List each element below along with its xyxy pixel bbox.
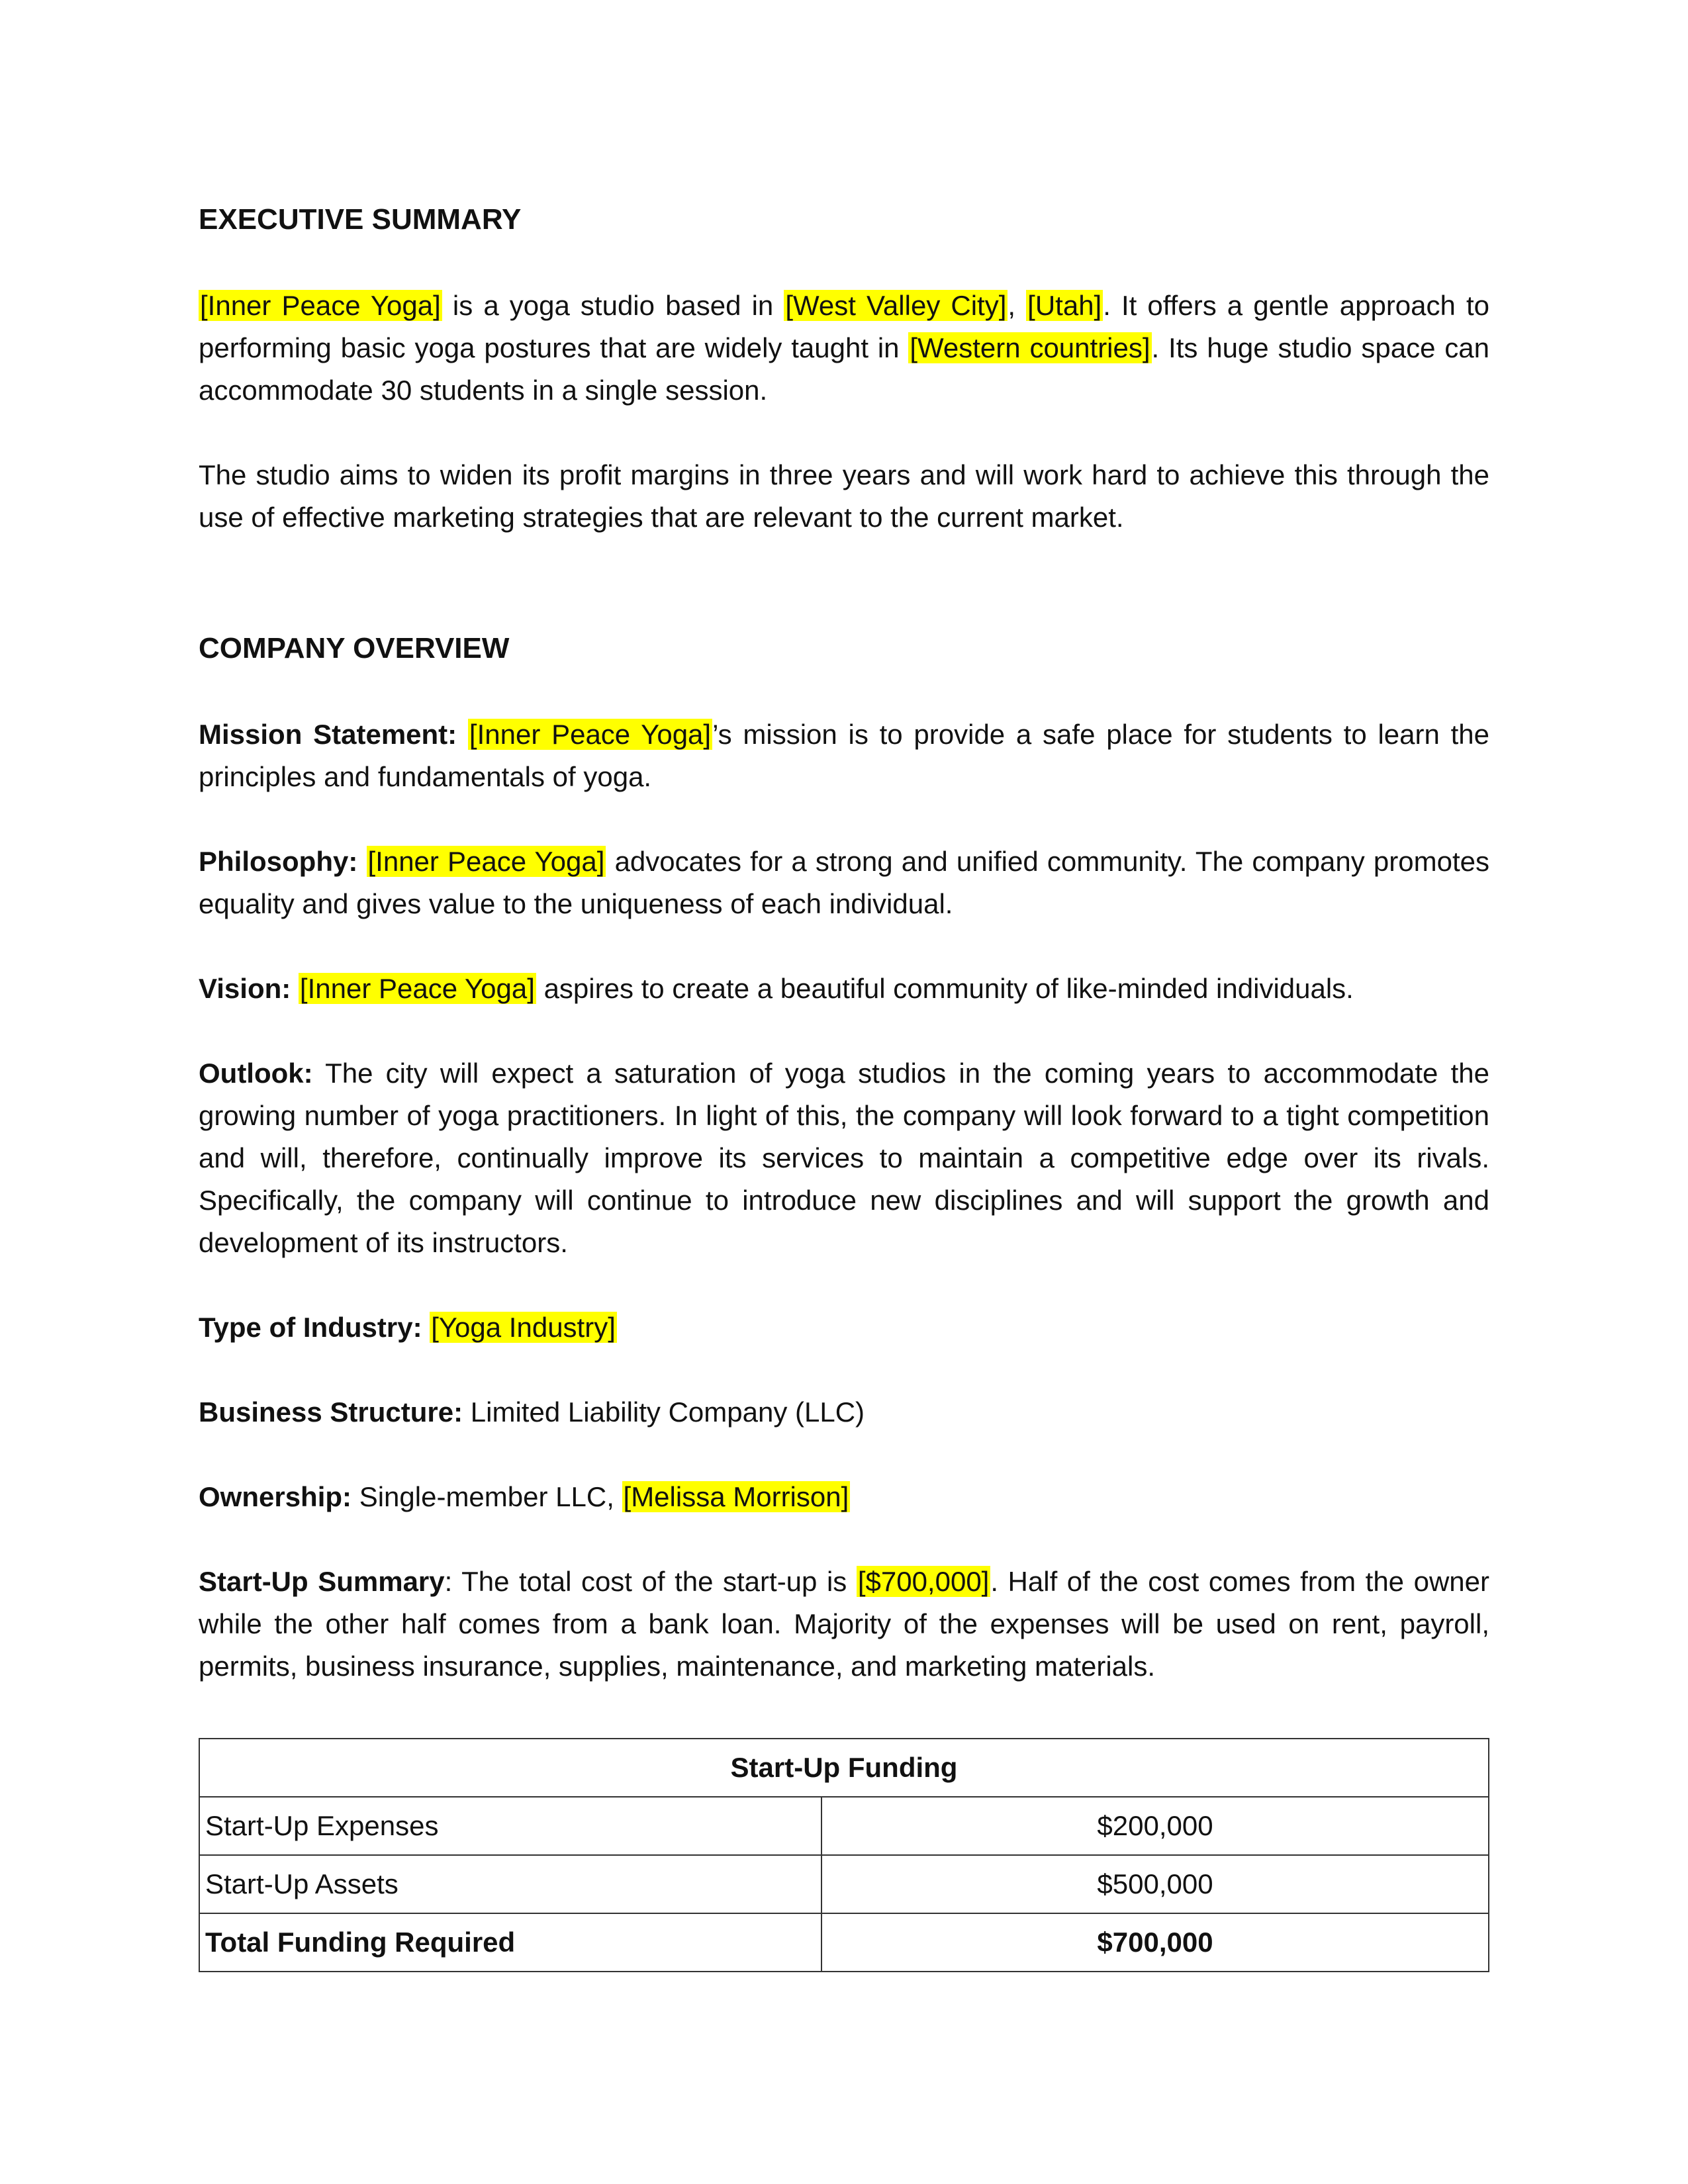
startup-summary-label: Start-Up Summary — [199, 1566, 445, 1597]
executive-summary-heading: EXECUTIVE SUMMARY — [199, 203, 522, 236]
mission-label: Mission Statement: — [199, 719, 457, 750]
table-row — [199, 1855, 1489, 1913]
table-cell-value: $200,000 — [821, 1797, 1489, 1855]
table-cell-label: Start-Up Expenses — [199, 1797, 821, 1855]
vision-label: Vision: — [199, 973, 291, 1004]
philosophy-paragraph — [199, 841, 1489, 925]
placeholder-state[interactable]: [Utah] — [1027, 290, 1102, 321]
company-overview-heading: COMPANY OVERVIEW — [199, 632, 510, 664]
ownership-label: Ownership: — [199, 1481, 352, 1512]
outlook-label: Outlook: — [199, 1058, 313, 1089]
text-run: . Its huge studio space can accommodate 30 students in a single session. — [199, 332, 1489, 406]
placeholder-city[interactable]: [West Valley City] — [785, 290, 1007, 321]
ownership-paragraph — [199, 1476, 1489, 1518]
text-run: advocates for a strong and unified community. The company promotes equality and gives value to the uniqueness of each individual. — [199, 846, 1489, 919]
table-cell-total-value: $700,000 — [821, 1913, 1489, 1972]
startup-summary-paragraph — [199, 1561, 1489, 1688]
text-run: aspires to create a beautiful community of like-minded individuals. — [536, 973, 1354, 1004]
executive-summary-paragraph-2: The studio aims to widen its profit margins in three years and will work hard to achieve this through the use of effective marketing strategies that are relevant to the current market. — [199, 459, 1489, 533]
text-run: : The total cost of the start-up is — [444, 1566, 857, 1597]
table-cell-label: Start-Up Assets — [199, 1855, 821, 1913]
table-header: Start-Up Funding — [199, 1739, 1489, 1797]
placeholder-company-name[interactable]: [Inner Peace Yoga] — [200, 290, 441, 321]
table-header-row — [199, 1739, 1489, 1797]
industry-label: Type of Industry: — [199, 1312, 422, 1343]
mission-statement-paragraph — [199, 713, 1489, 798]
text-run: . Half of the cost comes from the owner while the other half comes from a bank loan. Majority of the expenses will be used on rent, payroll, permits, business insurance, supplies, maintenance, and marketing materials. — [199, 1566, 1489, 1682]
text-run: ’s mission is to provide a safe place for students to learn the principles and fundamentals of yoga. — [199, 719, 1489, 792]
placeholder-startup-amount[interactable]: [$700,000] — [857, 1566, 990, 1597]
table-row — [199, 1797, 1489, 1855]
industry-paragraph — [199, 1306, 1489, 1349]
placeholder-company-name[interactable]: [Inner Peace Yoga] — [469, 719, 712, 750]
placeholder-owner-name[interactable]: [Melissa Morrison] — [623, 1481, 849, 1512]
table-cell-total-label: Total Funding Required — [199, 1913, 821, 1972]
text-run: is a yoga studio based in — [442, 290, 784, 321]
text-run: The city will expect a saturation of yoga studios in the coming years to accommodate the growing number of yoga practitioners. In light of this, the company will look forward to a tight competition and will, therefore, continually improve its services to maintain a competitive edge over its rivals. Specifically, the company will continue to introduce new disciplines and will support the growth and development of its instructors. — [199, 1058, 1489, 1258]
text-run: , — [1008, 290, 1027, 321]
business-structure-label: Business Structure: — [199, 1396, 463, 1428]
text-run: Limited Liability Company (LLC) — [463, 1396, 865, 1428]
text-run: Single-member LLC, — [352, 1481, 622, 1512]
business-structure-paragraph — [199, 1391, 1489, 1433]
table-total-row — [199, 1913, 1489, 1972]
placeholder-region[interactable]: [Western countries] — [910, 332, 1150, 363]
placeholder-industry[interactable]: [Yoga Industry] — [431, 1312, 616, 1343]
executive-summary-paragraph-1 — [199, 285, 1489, 412]
outlook-paragraph — [199, 1052, 1489, 1264]
startup-funding-table — [199, 1738, 1489, 1972]
table-cell-value: $500,000 — [821, 1855, 1489, 1913]
philosophy-label: Philosophy: — [199, 846, 358, 877]
placeholder-company-name[interactable]: [Inner Peace Yoga] — [299, 973, 535, 1004]
text-run: . It offers a gentle approach to performing basic yoga postures that are widely taught in — [199, 290, 1489, 363]
placeholder-company-name[interactable]: [Inner Peace Yoga] — [367, 846, 605, 877]
vision-paragraph — [199, 968, 1489, 1010]
